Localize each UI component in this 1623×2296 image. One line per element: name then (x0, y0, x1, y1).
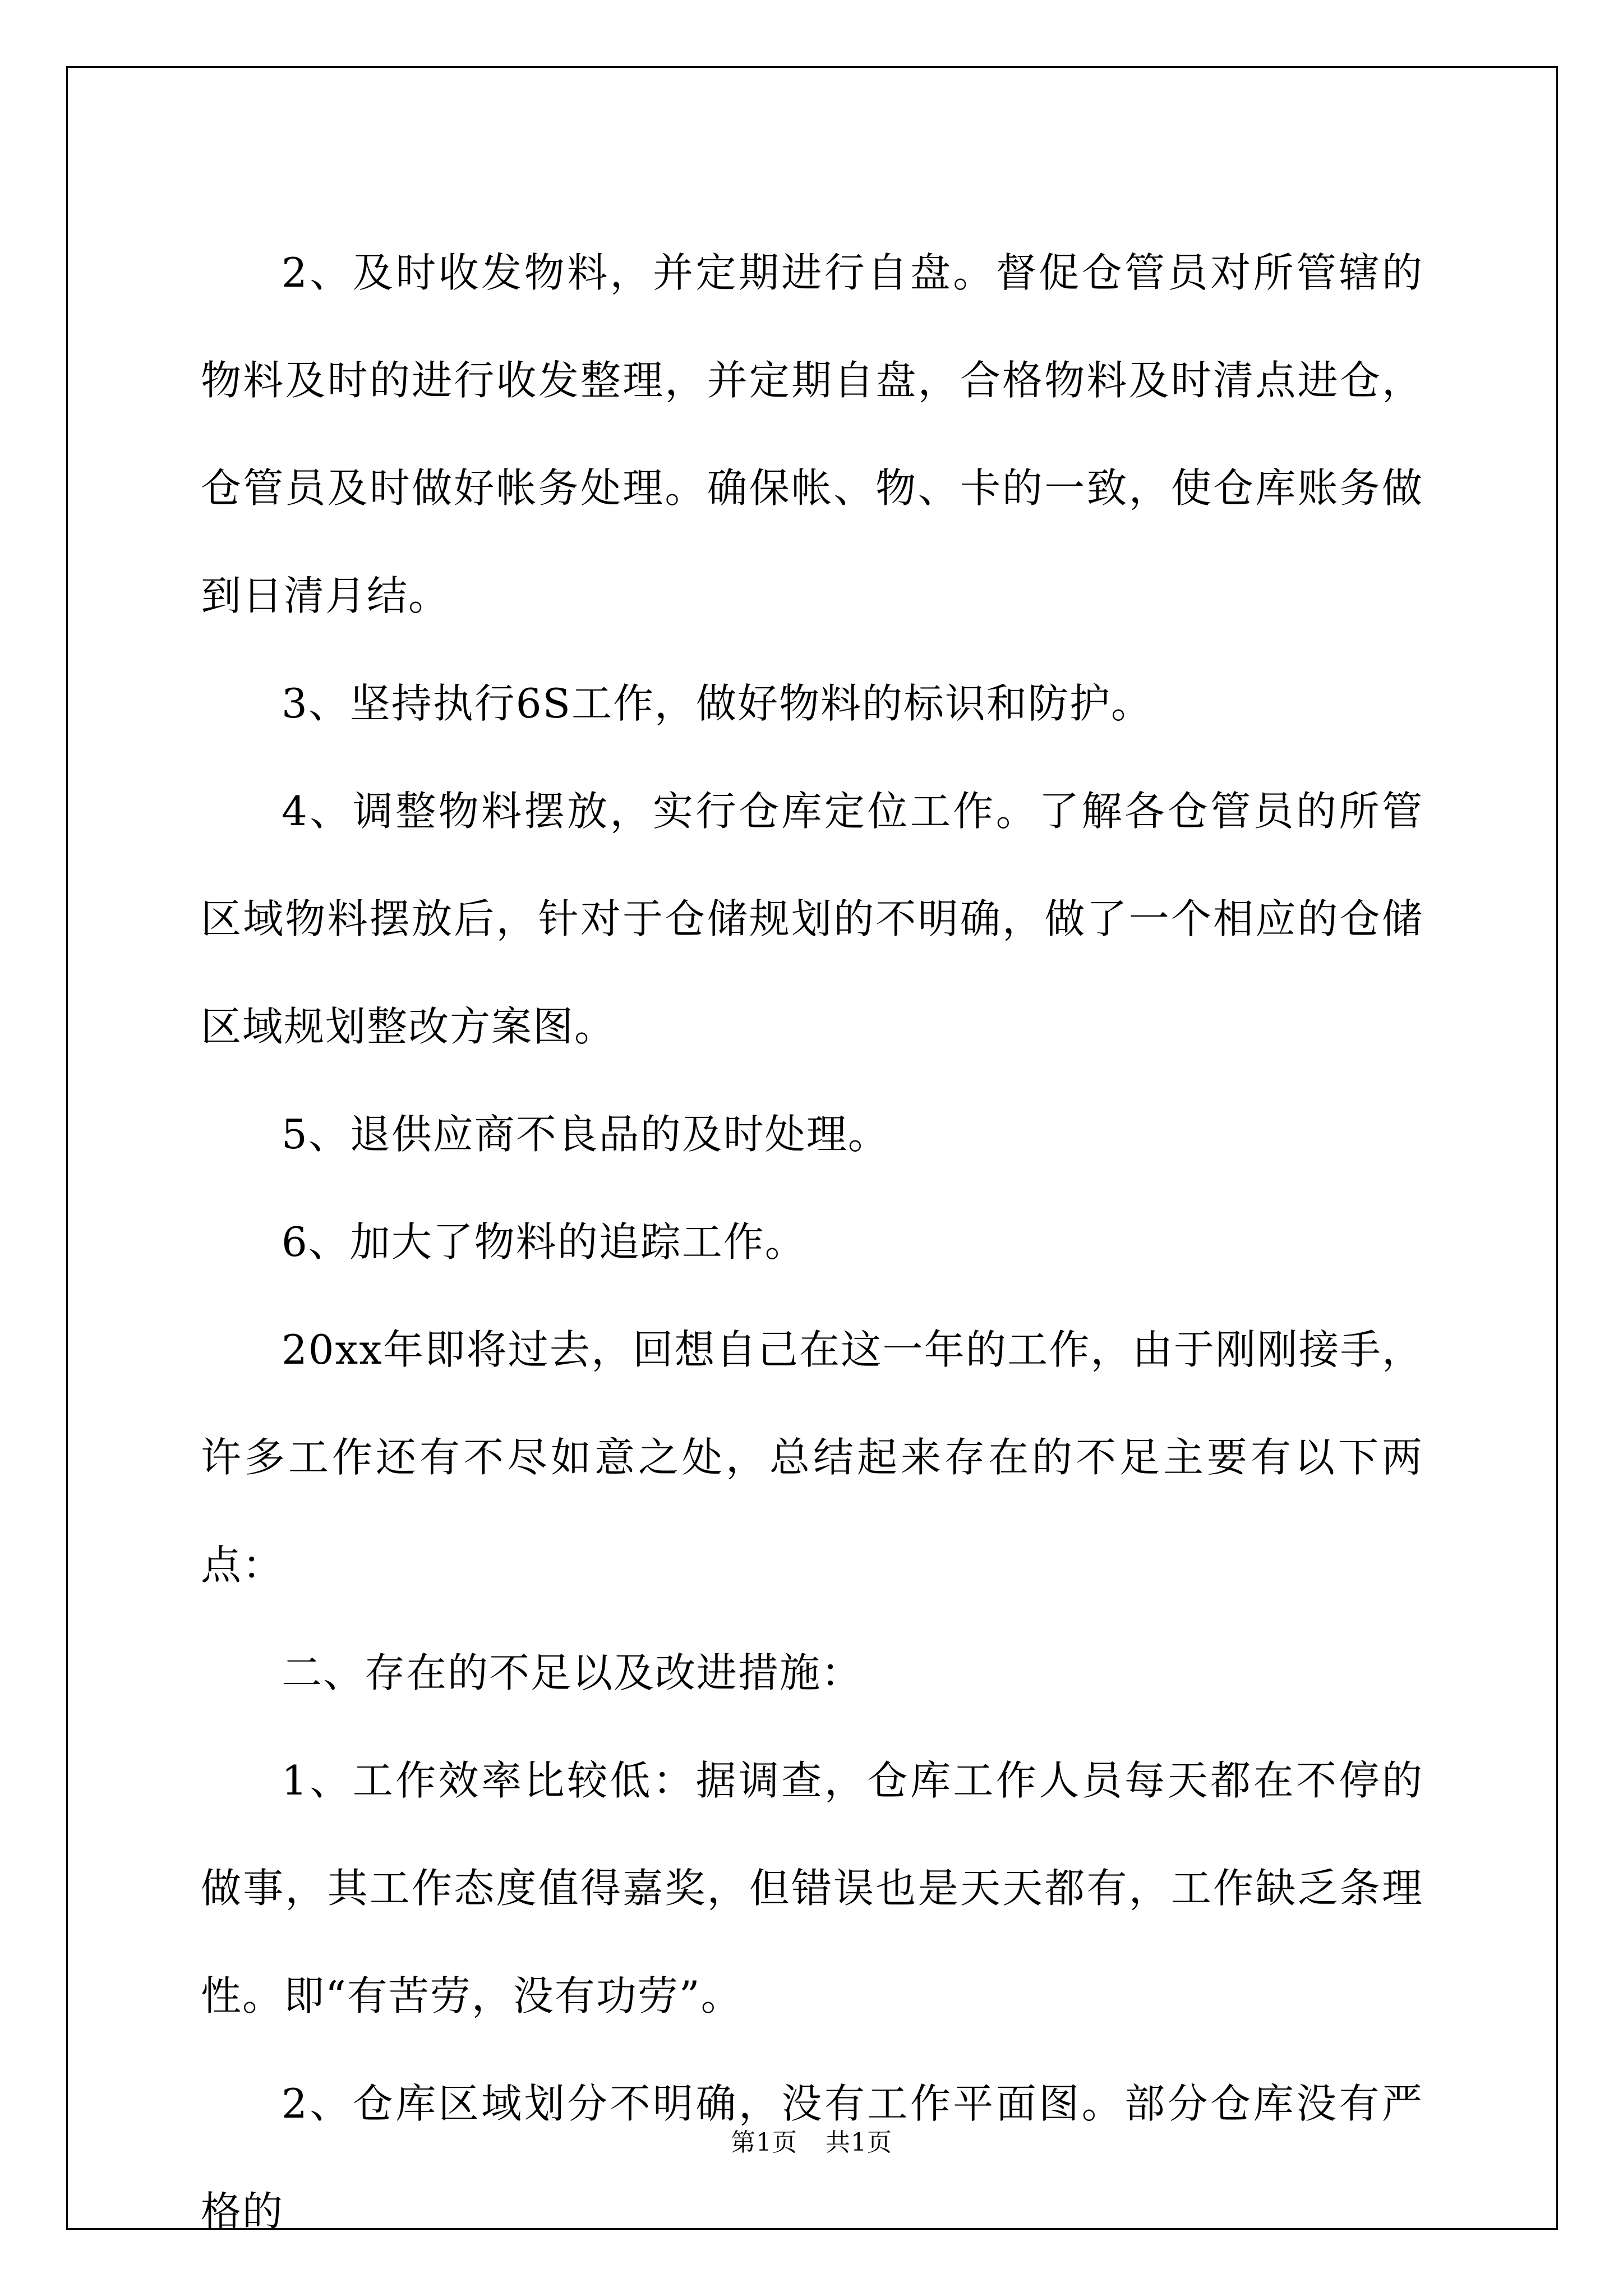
total-pages: 共1页 (826, 2128, 892, 2157)
page-footer (0, 2126, 1623, 2160)
paragraph-issue-1-efficiency: 1、工作效率比较低：据调查，仓库工作人员每天都在不停的做事，其工作态度值得嘉奖，但错误也是天天都有，工作缺乏条理性。即“有苦劳，没有功劳”。 (201, 1757, 1423, 2019)
paragraph-issue-2-zoning: 2、仓库区域划分不明确，没有工作平面图。部分仓库没有严格的 (201, 2080, 1423, 2235)
paragraph-item-2-receive-dispatch: 2、及时收发物料，并定期进行自盘。督促仓管员对所管辖的物料及时的进行收发整理，并定期自盘，合格物料及时清点进仓，仓管员及时做好帐务处理。确保帐、物、卡的一致，使仓库账务做到日清月结。 (201, 249, 1423, 619)
paragraph-item-4-layout-adjustment: 4、调整物料摆放，实行仓库定位工作。了解各仓管员的所管区域物料摆放后，针对于仓储规划的不明确，做了一个相应的仓储区域规划整改方案图。 (201, 788, 1423, 1050)
paragraph-year-summary: 20xx年即将过去，回想自己在这一年的工作，由于刚刚接手，许多工作还有不尽如意之处，总结起来存在的不足主要有以下两点： (201, 1326, 1423, 1589)
page-number: 第1页 (731, 2128, 797, 2157)
paragraph-item-3-6s-work: 3、坚持执行6S工作，做好物料的标识和防护。 (282, 680, 1152, 727)
section-heading-shortcomings: 二、存在的不足以及改进措施： (282, 1649, 863, 1696)
paragraph-item-5-supplier-returns: 5、退供应商不良品的及时处理。 (282, 1111, 889, 1158)
document-body (201, 219, 1423, 2265)
paragraph-item-6-tracking: 6、加大了物料的追踪工作。 (282, 1218, 806, 1266)
